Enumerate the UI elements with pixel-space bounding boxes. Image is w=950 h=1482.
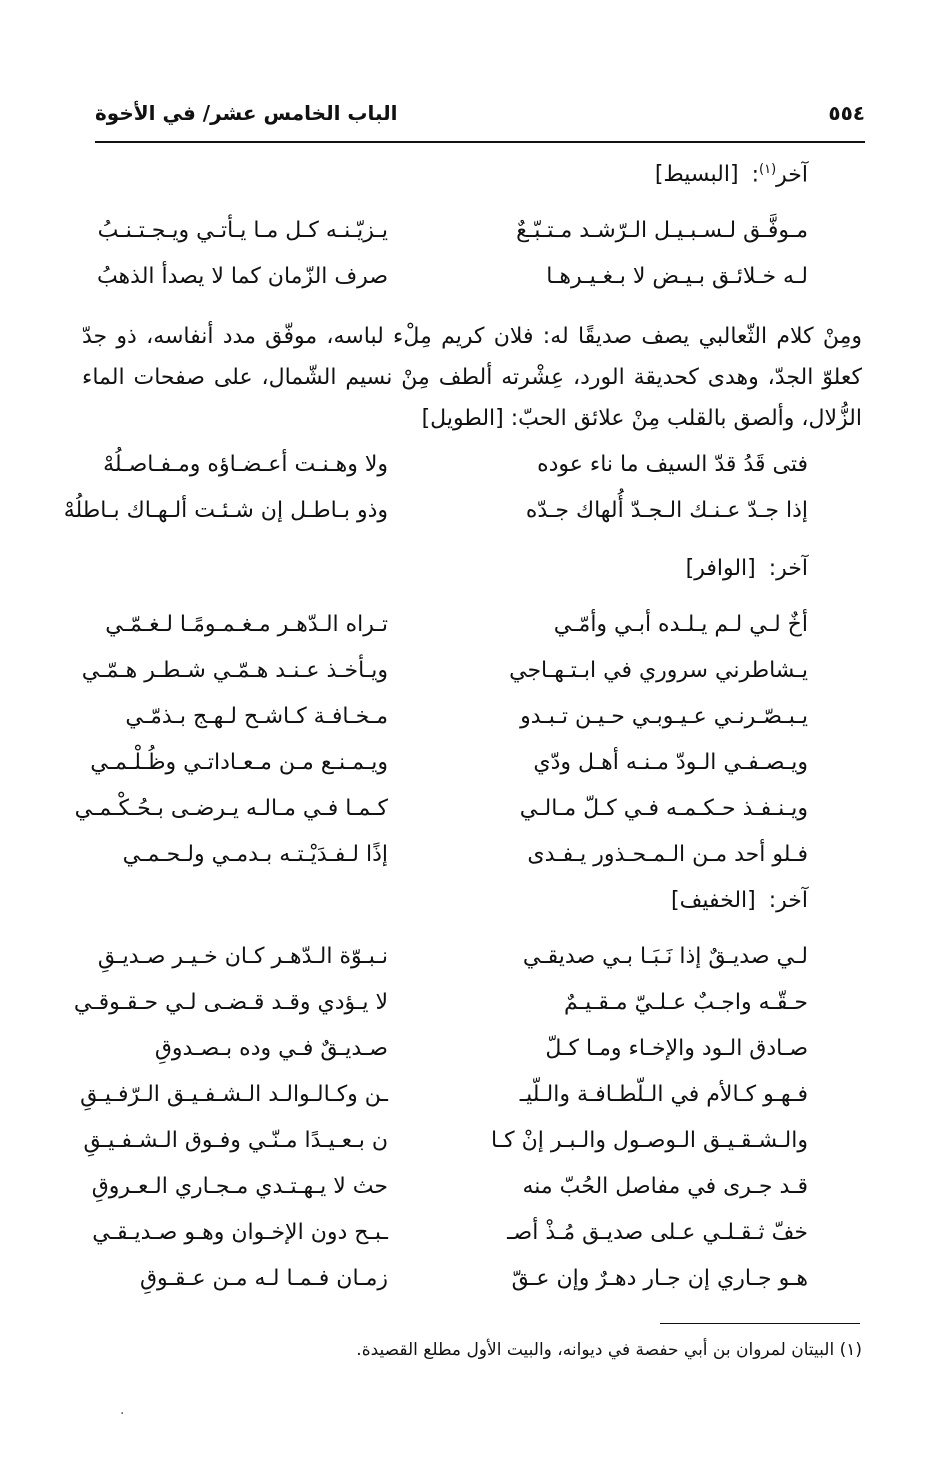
poem-intro-3: آخر: [الخفيف] (671, 888, 808, 913)
meter-label: [البسيط] (654, 162, 739, 188)
header-divider (95, 141, 865, 143)
verse-line: فتى قَدُ قدّ السيف ما ناء عوده ولا وهـنـت أعـضـاؤه ومـفـاصـلُهْ (103, 452, 808, 477)
verse-line: قـد جـرى في مفاصل الحُبّ منه حث لا يـهـتـدي مـجـاري الـعـروقِ (91, 1174, 808, 1199)
footnote: (١) البيتان لمروان بن أبي حفصة في ديوانه، والبيت الأول مطلع القصيدة. (356, 1340, 862, 1360)
poem-intro-2: آخر: [الوافر] (685, 556, 808, 581)
poem-intro-1: آخر$^{(١)}$: [البسيط] (654, 162, 808, 188)
verse-line: لـي صديـقٌ إذا نَـبَـا بـي صديقـي نـبـوّة الـدّهـر كـان خـيـر صـديـقِ (97, 944, 808, 969)
scan-speck: · (120, 1406, 125, 1422)
verse-line: هـو جـاري إن جـار دهـرٌ وإن عـقّ زمـان فـمـا لـه مـن عـقـوقِ (139, 1266, 808, 1291)
verse-line: يـبـصّـرنـي عـيـوبـي حـيـن تـبـدو مـخـافـة كـاشـح لـهـج بـذمّـي (125, 704, 808, 729)
verse-line: حـقّـه واجـبٌ عـلـيّ مـقـيـمٌ لا يـؤدي وقـد قـضـى لـي حـقـوقـي (73, 990, 808, 1015)
verse-line: ويـنـفـذ حـكـمـه فـي كـلّ مـالـي كـمـا فـي مـالـه يـرضـى بـحُـكْـمـي (74, 796, 808, 821)
page-number: ٥٥٤ (828, 101, 865, 125)
verse-line: إذا جـدّ عـنـك الـجـدّ أُلهاك جـدّه وذو بـاطـل إن شـئـت ألـهـاك بـاطلُهْ (63, 498, 808, 523)
meter-label: [الوافر] (685, 556, 756, 581)
running-header (95, 96, 865, 130)
verse-line: صـادق الـود والإخـاء ومـا كـلّ صـديـقٌ فـي وده بـصـدوقِ (154, 1036, 808, 1061)
chapter-title: الباب الخامس عشر/ في الأخوة (95, 101, 398, 125)
prose-paragraph: ومِنْ كلام الثّعالبي يصف صديقًا له: فلان كريم مِلْء لباسه، موفّق مدد أنفاسه، ذو جدّ كعلوّ الجدّ، وهدى كحديقة الورد، عِشْرته ألطف مِنْ نسيم الشّمال، على صفحات الماء الزُّلال، وألصق بالقلب مِنْ علائق الحبّ: [الطويل] (82, 324, 862, 431)
verse-line: ويـصـفـي الـودّ مـنـه أهـل ودّي ويـمـنـع مـن مـعـاداتـي وظُـلْـمـي (90, 750, 808, 775)
verse-line: فـهـو كـالأم في الـلّطـافـة والـلّيـ ـن وكـالـوالـد الـشـفـيـق الـرّفـيـقِ (80, 1082, 808, 1107)
footnote-divider (660, 1323, 860, 1324)
verse-line: لـه خـلائـق بـيـض لا بـغـيـرهـا صرف الزّمان كما لا يصدأ الذهبُ (96, 264, 808, 289)
verse-line: فـلو أحد مـن الـمـحـذور يـفـدى إذًا لـفـدَيْـتـه بـدمـي ولـحـمـي (122, 842, 808, 867)
verse-line: يـشاطرني سروري في ابـتـهـاجي ويـأخـذ عـنـد هـمّـي شـطـر هـمّـي (81, 658, 808, 683)
verse-line: مـوفَّـق لـسـبـيـل الـرّشـد مـتـبّـعٌ يـزيّـنـه كـل مـا يـأتـي ويـجـتـنـبُ (97, 218, 808, 243)
meter-label: [الخفيف] (671, 888, 756, 913)
verse-line: والـشـقـيـق الـوصـول والـبـر إنْ كـا ن بـعـيـدًا مـنّـي وفـوق الـشـفـيـقِ (83, 1128, 808, 1153)
verse-line: خفّ ثـقـلـي عـلى صديـق مُـذْ أصـ ـبـح دون الإخـوان وهـو صـديـقـي (92, 1220, 808, 1245)
verse-line: أخٌ لـي لـم يـلـده أبـي وأمّـي تـراه الـدّهـر مـغـمـومًـا لـغـمّـي (105, 612, 808, 637)
footnote-marker: (١) (759, 162, 777, 177)
